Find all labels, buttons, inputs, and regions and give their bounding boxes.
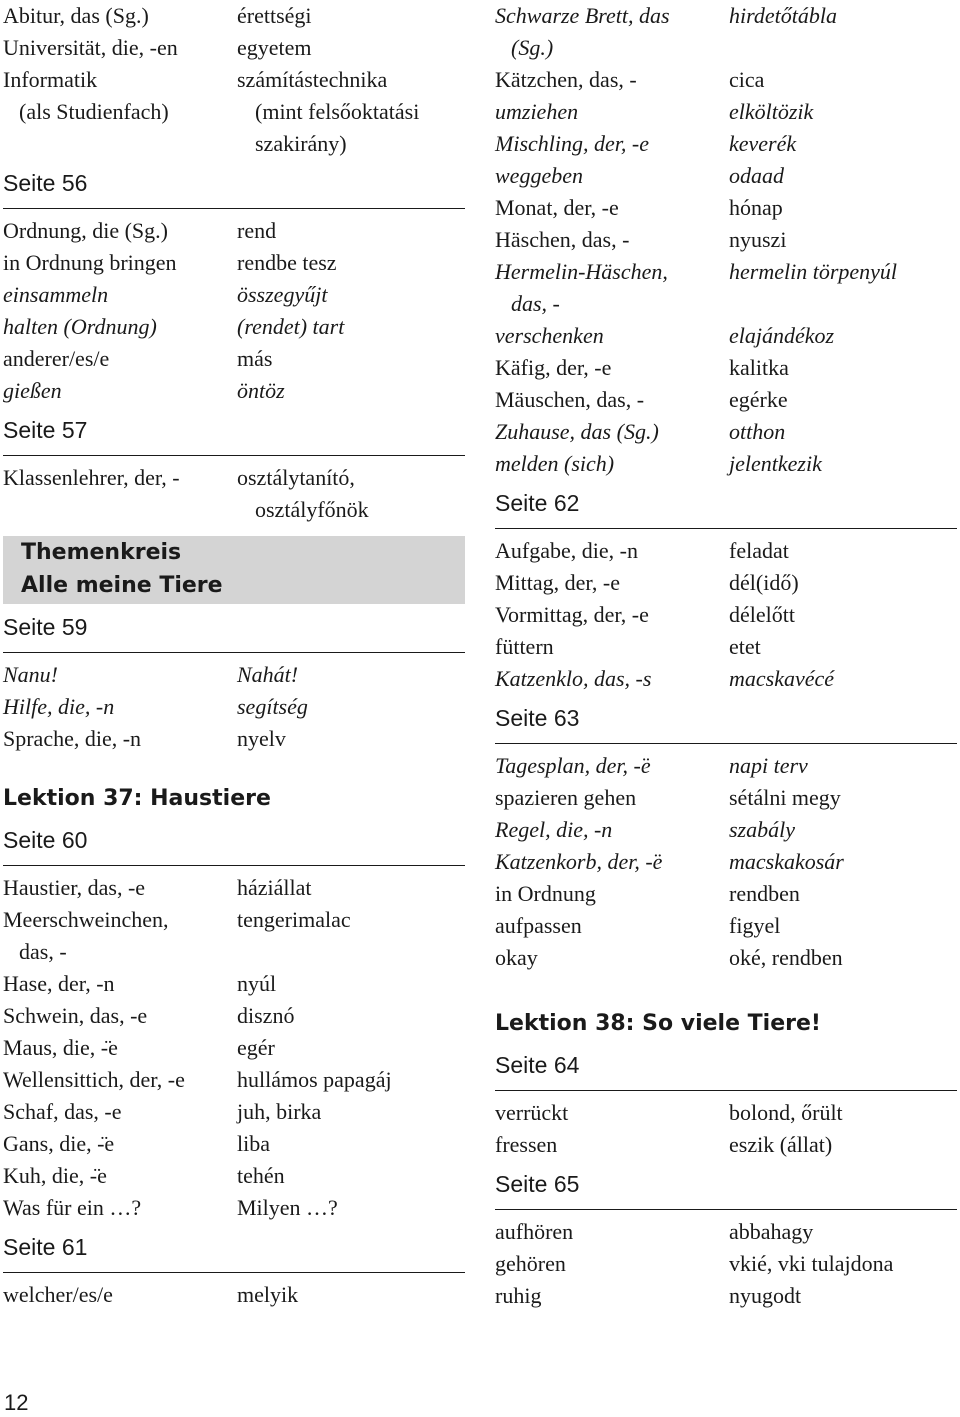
section-heading-seite-62: Seite 62 [495,480,957,529]
hungarian-term: tengerimalac [237,907,351,932]
vocab-row [495,814,957,846]
vocab-row [495,1280,957,1312]
hungarian-term: eszik (állat) [729,1132,833,1157]
german-term: Hase, der, -n [3,971,115,996]
vocab-row [3,1128,465,1160]
theme-title: Alle meine Tiere [21,573,223,598]
german-term: Hilfe, die, -n [3,694,115,719]
vocab-row [495,160,957,192]
german-term: fressen [495,1132,558,1157]
german-term: Meerschweinchen, [3,907,169,932]
hungarian-term: macskakosár [729,849,844,874]
vocab-row [495,448,957,480]
vocab-row [3,691,465,723]
hungarian-term: vkié, vki tulajdona [729,1251,894,1276]
vocab-row [3,32,465,64]
section-heading-seite-64: Seite 64 [495,1042,957,1091]
german-term: Vormittag, der, -e [495,602,649,627]
vocab-row [495,631,957,663]
hungarian-term: juh, birka [237,1099,322,1124]
vocab-row [3,1064,465,1096]
german-term: Sprache, die, -n [3,726,142,751]
hungarian-term: rendbe tesz [237,250,337,275]
german-term: melden (sich) [495,451,615,476]
vocab-row [495,320,957,352]
hungarian-term: érettségi [237,3,312,28]
hungarian-term: elköltözik [729,99,814,124]
german-term: Aufgabe, die, -n [495,538,638,563]
german-term: gehören [495,1251,566,1276]
hungarian-term: osztálytanító, [237,465,355,490]
vocab-row [3,1000,465,1032]
german-term: in Ordnung [495,881,596,906]
hungarian-term: nyugodt [729,1283,802,1308]
german-term: spazieren gehen [495,785,637,810]
vocab-row [3,215,465,247]
hungarian-term: tehén [237,1163,285,1188]
vocab-row [3,1096,465,1128]
german-term: füttern [495,634,554,659]
vocab-row [495,878,957,910]
german-term: Käfig, der, -e [495,355,612,380]
vocab-row [3,494,465,526]
vocab-row [495,599,957,631]
section-heading-seite-57: Seite 57 [3,407,465,456]
hungarian-term: egérke [729,387,788,412]
hungarian-term: hullámos papagáj [237,1067,392,1092]
vocab-row [495,567,957,599]
german-term: Was für ein …? [3,1195,142,1220]
hungarian-term: kalitka [729,355,789,380]
german-term: Informatik [3,67,98,92]
hungarian-term: abbahagy [729,1219,814,1244]
right-column [495,0,957,1312]
hungarian-term: háziállat [237,875,312,900]
section-heading-seite-56: Seite 56 [3,160,465,209]
hungarian-term: más [237,346,273,371]
hungarian-term: figyel [729,913,781,938]
german-term: Gans, die, -̈e [3,1131,115,1156]
section-heading-seite-65: Seite 65 [495,1161,957,1210]
section-heading-seite-59: Seite 59 [3,604,465,653]
german-term: Schwarze Brett, das [495,3,670,28]
hungarian-term: liba [237,1131,270,1156]
german-term: (Sg.) [511,35,554,60]
hungarian-term: egyetem [237,35,312,60]
hungarian-term: délelőtt [729,602,795,627]
german-term: aufhören [495,1219,574,1244]
hungarian-term: jelentkezik [729,451,822,476]
vocab-row [3,96,465,128]
hungarian-term: rend [237,218,277,243]
german-term: Kuh, die, -̈e [3,1163,107,1188]
hungarian-term: nyúl [237,971,277,996]
vocab-row [3,375,465,407]
german-term: (als Studienfach) [19,99,169,124]
hungarian-term: odaad [729,163,784,188]
german-term: Schaf, das, -e [3,1099,122,1124]
german-term: anderer/es/e [3,346,110,371]
section-heading-seite-61: Seite 61 [3,1224,465,1273]
german-term: okay [495,945,538,970]
hungarian-term: napi terv [729,753,808,778]
vocab-row [495,96,957,128]
hungarian-term: szabály [729,817,795,842]
vocab-row [495,535,957,567]
hungarian-term: hirdetőtábla [729,3,837,28]
vocab-row [495,192,957,224]
german-term: Mischling, der, -e [495,131,649,156]
vocab-row [495,384,957,416]
german-term: Hermelin-Häschen, [495,259,668,284]
german-term: Ordnung, die (Sg.) [3,218,168,243]
german-term: Abitur, das (Sg.) [3,3,149,28]
german-term: Katzenkorb, der, -̈e [495,849,663,874]
german-term: welcher/es/e [3,1282,113,1307]
german-term: das, - [511,291,560,316]
vocab-row [3,462,465,494]
hungarian-term: oké, rendben [729,945,843,970]
hungarian-term: cica [729,67,765,92]
vocab-row [495,32,957,64]
hungarian-term: disznó [237,1003,295,1028]
hungarian-term: szakirány) [255,131,347,156]
hungarian-term: melyik [237,1282,299,1307]
hungarian-term: bolond, őrült [729,1100,843,1125]
german-term: Häschen, das, - [495,227,630,252]
vocab-row [3,0,465,32]
vocab-row [495,64,957,96]
german-term: einsammeln [3,282,109,307]
hungarian-term: öntöz [237,378,285,403]
german-term: halten (Ordnung) [3,314,157,339]
vocab-row [3,128,465,160]
hungarian-term: segítség [237,694,308,719]
german-term: das, - [19,939,67,964]
hungarian-term: (rendet) tart [237,314,345,339]
vocab-row [3,343,465,375]
hungarian-term: összegyűjt [237,282,328,307]
german-term: Universität, die, -en [3,35,178,60]
hungarian-term: dél(idő) [729,570,799,595]
vocab-row [3,247,465,279]
vocab-row [495,1097,957,1129]
hungarian-term: keverék [729,131,797,156]
left-column [3,0,465,1311]
hungarian-term: rendben [729,881,800,906]
page-number: 12 [4,1390,29,1415]
theme-box [3,536,465,604]
hungarian-term: elajándékoz [729,323,835,348]
vocab-row [3,968,465,1000]
hungarian-term: (mint felsőoktatási [255,99,420,124]
vocab-row [3,64,465,96]
german-term: gießen [3,378,62,403]
vocab-row [495,782,957,814]
german-term: Mäuschen, das, - [495,387,645,412]
german-term: Katzenklo, das, -s [495,666,652,691]
vocab-row [3,279,465,311]
german-term: Mittag, der, -e [495,570,620,595]
german-term: ruhig [495,1283,542,1308]
german-term: Regel, die, -n [495,817,613,842]
hungarian-term: otthon [729,419,786,444]
german-term: Nanu! [3,662,58,687]
german-term: Klassenlehrer, der, - [3,465,180,490]
vocab-row [495,0,957,32]
german-term: Kätzchen, das, - [495,67,637,92]
german-term: aufpassen [495,913,582,938]
german-term: verrückt [495,1100,569,1125]
vocab-row [495,128,957,160]
vocab-row [3,659,465,691]
german-term: Monat, der, -e [495,195,619,220]
vocab-row [495,1216,957,1248]
vocab-row [3,936,465,968]
hungarian-term: hermelin törpenyúl [729,259,898,284]
hungarian-term: feladat [729,538,789,563]
hungarian-term: egér [237,1035,275,1060]
hungarian-term: macskavécé [729,666,835,691]
german-term: verschenken [495,323,604,348]
vocab-row [495,846,957,878]
german-term: Schwein, das, -e [3,1003,148,1028]
hungarian-term: sétálni megy [729,785,841,810]
hungarian-term: számítástechnika [237,67,388,92]
vocab-row [495,910,957,942]
hungarian-term: osztályfőnök [255,497,369,522]
vocab-row [495,288,957,320]
hungarian-term: nyelv [237,726,286,751]
vocab-row [495,1129,957,1161]
vocab-row [495,1248,957,1280]
section-heading-seite-63: Seite 63 [495,695,957,744]
hungarian-term: etet [729,634,761,659]
vocab-row [495,416,957,448]
vocab-row [3,1160,465,1192]
vocab-row [3,904,465,936]
hungarian-term: Milyen …? [237,1195,338,1220]
vocab-row [495,352,957,384]
german-term: Maus, die, -̈e [3,1035,118,1060]
vocab-row [3,311,465,343]
hungarian-term: hónap [729,195,783,220]
vocab-row [3,872,465,904]
german-term: Wellensittich, der, -e [3,1067,185,1092]
section-heading-seite-60: Seite 60 [3,817,465,866]
vocab-row [495,663,957,695]
german-term: Tagesplan, der, -̈e [495,753,651,778]
lesson-heading: Lektion 38: So viele Tiere! [495,1011,821,1036]
vocab-row [3,1279,465,1311]
german-term: weggeben [495,163,583,188]
german-term: in Ordnung bringen [3,250,177,275]
vocab-row [495,224,957,256]
german-term: Haustier, das, -e [3,875,146,900]
lesson-heading: Lektion 37: Haustiere [3,786,271,811]
german-term: Zuhause, das (Sg.) [495,419,659,444]
german-term: umziehen [495,99,579,124]
theme-label: Themenkreis [21,540,182,565]
vocab-row [495,942,957,974]
vocab-row [3,723,465,755]
hungarian-term: nyuszi [729,227,787,252]
hungarian-term: Nahát! [237,662,299,687]
vocab-row [495,750,957,782]
vocab-row [3,1192,465,1224]
vocab-row [495,256,957,288]
vocab-row [3,1032,465,1064]
